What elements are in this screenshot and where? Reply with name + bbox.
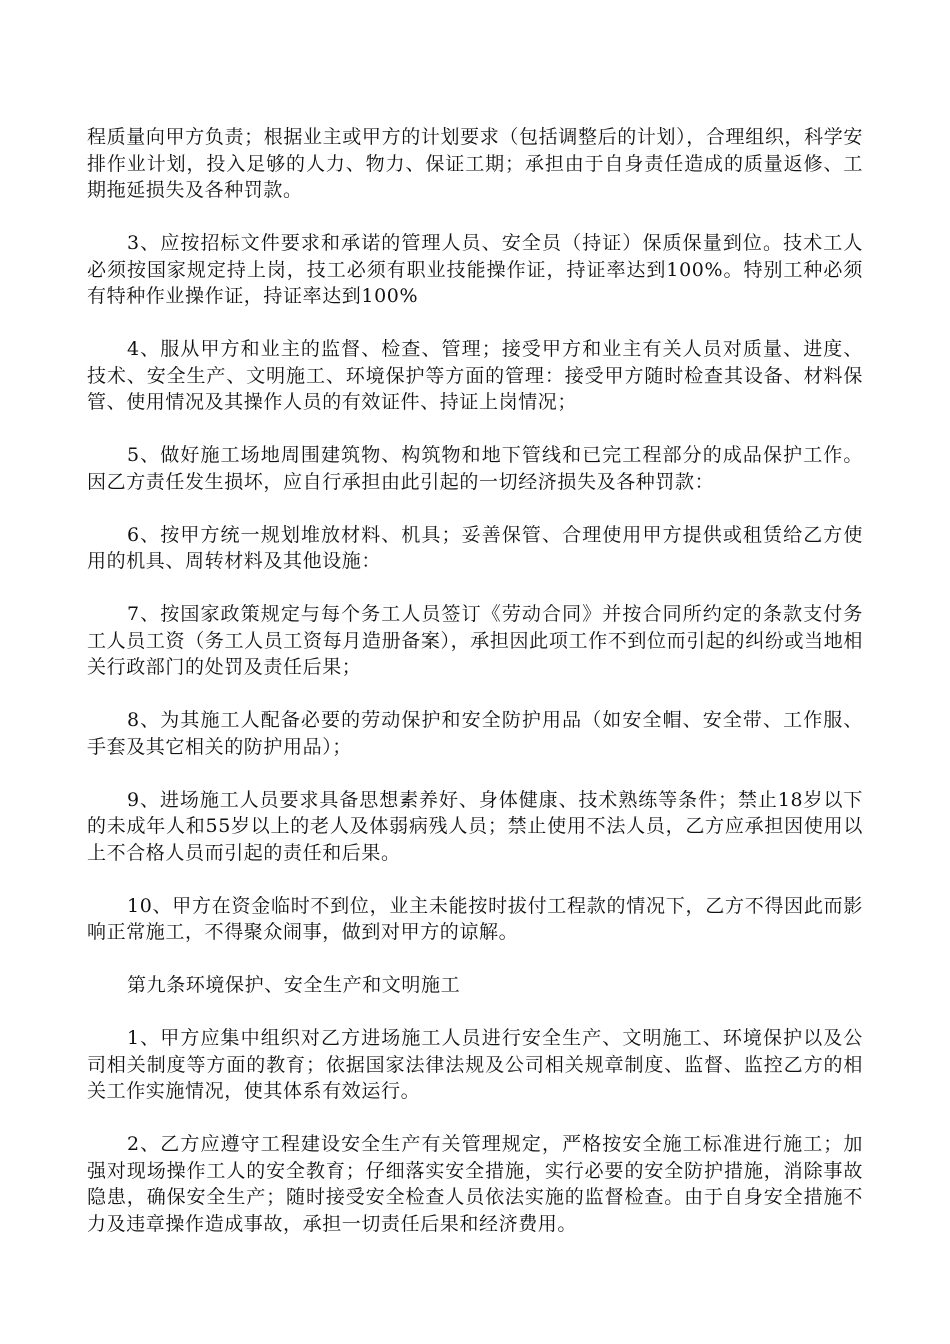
paragraph-item-10: 10、甲方在资金临时不到位，业主未能按时拔付工程款的情况下，乙方不得因此而影响正常施工，不得聚众闹事，做到对甲方的谅解。	[87, 894, 863, 943]
document-page	[87, 124, 863, 1264]
paragraph-article-9-item-2: 2、乙方应遵守工程建设安全生产有关管理规定，严格按安全施工标准进行施工；加强对现场操作工人的安全教育；仔细落实安全措施，实行必要的安全防护措施，消除事故隐患，确保安全生产；随时接受安全检查人员依法实施的监督检查。由于自身安全措施不力及违章操作造成事故，承担一切责任后果和经济费用。	[87, 1133, 863, 1235]
paragraph-item-5: 5、做好施工场地周围建筑物、构筑物和地下管线和已完工程部分的成品保护工作。因乙方责任发生损坏，应自行承担由此引起的一切经济损失及各种罚款：	[87, 444, 863, 493]
paragraph-item-9: 9、进场施工人员要求具备思想素养好、身体健康、技术熟练等条件；禁止18岁以下的未成年人和55岁以上的老人及体弱病残人员；禁止使用不法人员，乙方应承担因使用以上不合格人员而引起的责任和后果。	[87, 788, 863, 864]
paragraph-item-4: 4、服从甲方和业主的监督、检查、管理；接受甲方和业主有关人员对质量、进度、技术、安全生产、文明施工、环境保护等方面的管理：接受甲方随时检查其设备、材料保管、使用情况及其操作人员的有效证件、持证上岗情况；	[87, 338, 863, 413]
paragraph-item-7: 7、按国家政策规定与每个务工人员签订《劳动合同》并按合同所约定的条款支付务工人员工资（务工人员工资每月造册备案），承担因此项工作不到位而引起的纠纷或当地相关行政部门的处罚及责任后果；	[87, 603, 863, 678]
paragraph-item-3: 3、应按招标文件要求和承诺的管理人员、安全员（持证）保质保量到位。技术工人必须按国家规定持上岗，技工必须有职业技能操作证，持证率达到100%。特别工种必须有特种作业操作证，持证率达到100%	[87, 232, 863, 307]
paragraph-continuation: 程质量向甲方负责；根据业主或甲方的计划要求（包括调整后的计划），合理组织，科学安排作业计划，投入足够的人力、物力、保证工期；承担由于自身责任造成的质量返修、工期拖延损失及各种罚款。	[87, 126, 863, 201]
section-heading-article-9: 第九条环境保护、安全生产和文明施工	[127, 974, 461, 996]
paragraph-article-9-item-1: 1、甲方应集中组织对乙方进场施工人员进行安全生产、文明施工、环境保护以及公司相关制度等方面的教育；依据国家法律法规及公司相关规章制度、监督、监控乙方的相关工作实施情况，使其体系有效运行。	[87, 1027, 863, 1102]
paragraph-item-8: 8、为其施工人配备必要的劳动保护和安全防护用品（如安全帽、安全带、工作服、手套及其它相关的防护用品）；	[87, 709, 863, 758]
paragraph-item-6: 6、按甲方统一规划堆放材料、机具；妥善保管、合理使用甲方提供或租赁给乙方使用的机具、周转材料及其他设施：	[87, 523, 863, 572]
